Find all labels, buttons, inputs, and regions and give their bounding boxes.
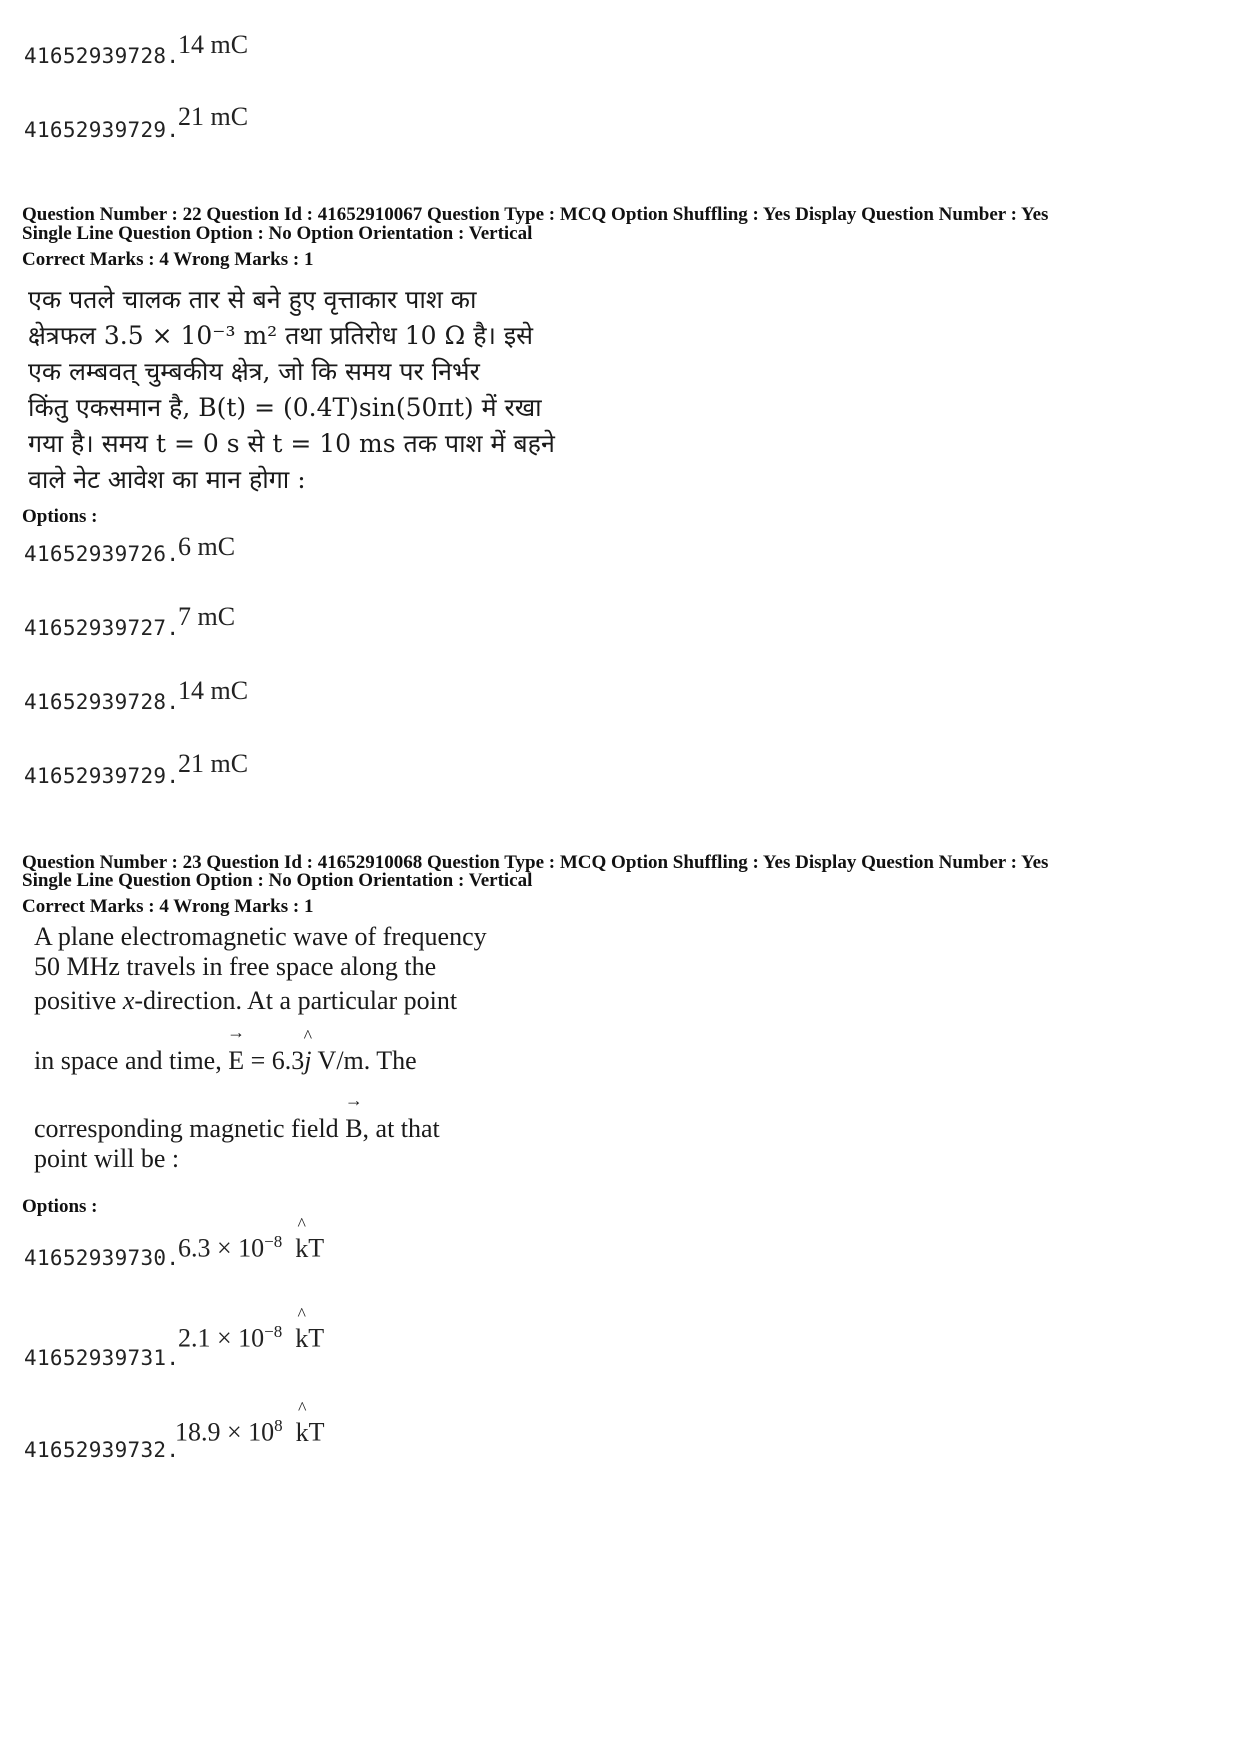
option-id: 41652939729. xyxy=(24,118,180,142)
option-value: $6.3 \times 10^{-8}$ ^ kT xyxy=(178,1213,325,1263)
option-id: 41652939728. xyxy=(24,44,180,68)
question-line: in space and time, → E = 6.3 ^ j V/m. The xyxy=(34,1022,417,1075)
question-marks: Correct Marks : 4 Wrong Marks : 1 xyxy=(22,249,314,270)
option-value: 14 mC xyxy=(178,676,249,705)
option-id: 41652939726. xyxy=(24,542,180,566)
question-line: एक पतले चालक तार से बने हुए वृत्ताकार पाश का xyxy=(28,285,477,314)
option-value: 6 mC xyxy=(178,532,236,561)
question-line: किंतु एकसमान है, B(t) = (0.4T)sin(50πt) में रखा xyxy=(28,393,542,422)
question-meta-line2: Single Line Question Option : No Option Orientation : Vertical xyxy=(22,223,533,244)
option-id: 41652939731. xyxy=(24,1346,180,1370)
question-line: 50 MHz travels in free space along the xyxy=(34,952,437,981)
question-meta-line2: Single Line Question Option : No Option Orientation : Vertical xyxy=(22,870,533,891)
option-value: $2.1 \times 10^{-8}$ ^ kT xyxy=(178,1303,325,1353)
option-id: 41652939727. xyxy=(24,616,180,640)
option-value: 14 mC xyxy=(178,30,249,59)
question-line: corresponding magnetic field → B, at that xyxy=(34,1090,440,1143)
option-id: 41652939732. xyxy=(24,1438,180,1462)
option-value: 21 mC xyxy=(178,749,249,778)
option-value: 7 mC xyxy=(178,602,236,631)
question-meta-line1: Question Number : 23 Question Id : 41652910068 Question Type : MCQ Option Shuffling : Yes Display Question Number : Yes xyxy=(22,852,1049,873)
options-label: Options : xyxy=(22,506,98,527)
option-id: 41652939729. xyxy=(24,764,180,788)
question-line: point will be : xyxy=(34,1144,180,1173)
option-id: 41652939728. xyxy=(24,690,180,714)
question-meta-line1: Question Number : 22 Question Id : 41652910067 Question Type : MCQ Option Shuffling : Yes Display Question Number : Yes xyxy=(22,204,1049,225)
question-marks: Correct Marks : 4 Wrong Marks : 1 xyxy=(22,896,314,917)
question-line: वाले नेट आवेश का मान होगा : xyxy=(28,465,306,494)
question-line: गया है। समय t = 0 s से t = 10 ms तक पाश में बहने xyxy=(28,429,555,458)
question-text-image xyxy=(34,922,494,1182)
option-value: 21 mC xyxy=(178,102,249,131)
question-text-image xyxy=(28,282,555,494)
question-line: एक लम्बवत् चुम्बकीय क्षेत्र, जो कि समय पर निर्भर xyxy=(28,357,480,386)
option-value: $18.9 \times 10^8$ ^ kT xyxy=(175,1397,325,1447)
option-id: 41652939730. xyxy=(24,1246,180,1270)
question-line: positive x-direction. At a particular point xyxy=(34,986,458,1015)
options-label: Options : xyxy=(22,1196,98,1217)
question-line: A plane electromagnetic wave of frequency xyxy=(34,922,487,951)
question-line: क्षेत्रफल 3.5 × 10⁻³ m² तथा प्रतिरोध 10 Ω है। इसे xyxy=(28,321,534,350)
